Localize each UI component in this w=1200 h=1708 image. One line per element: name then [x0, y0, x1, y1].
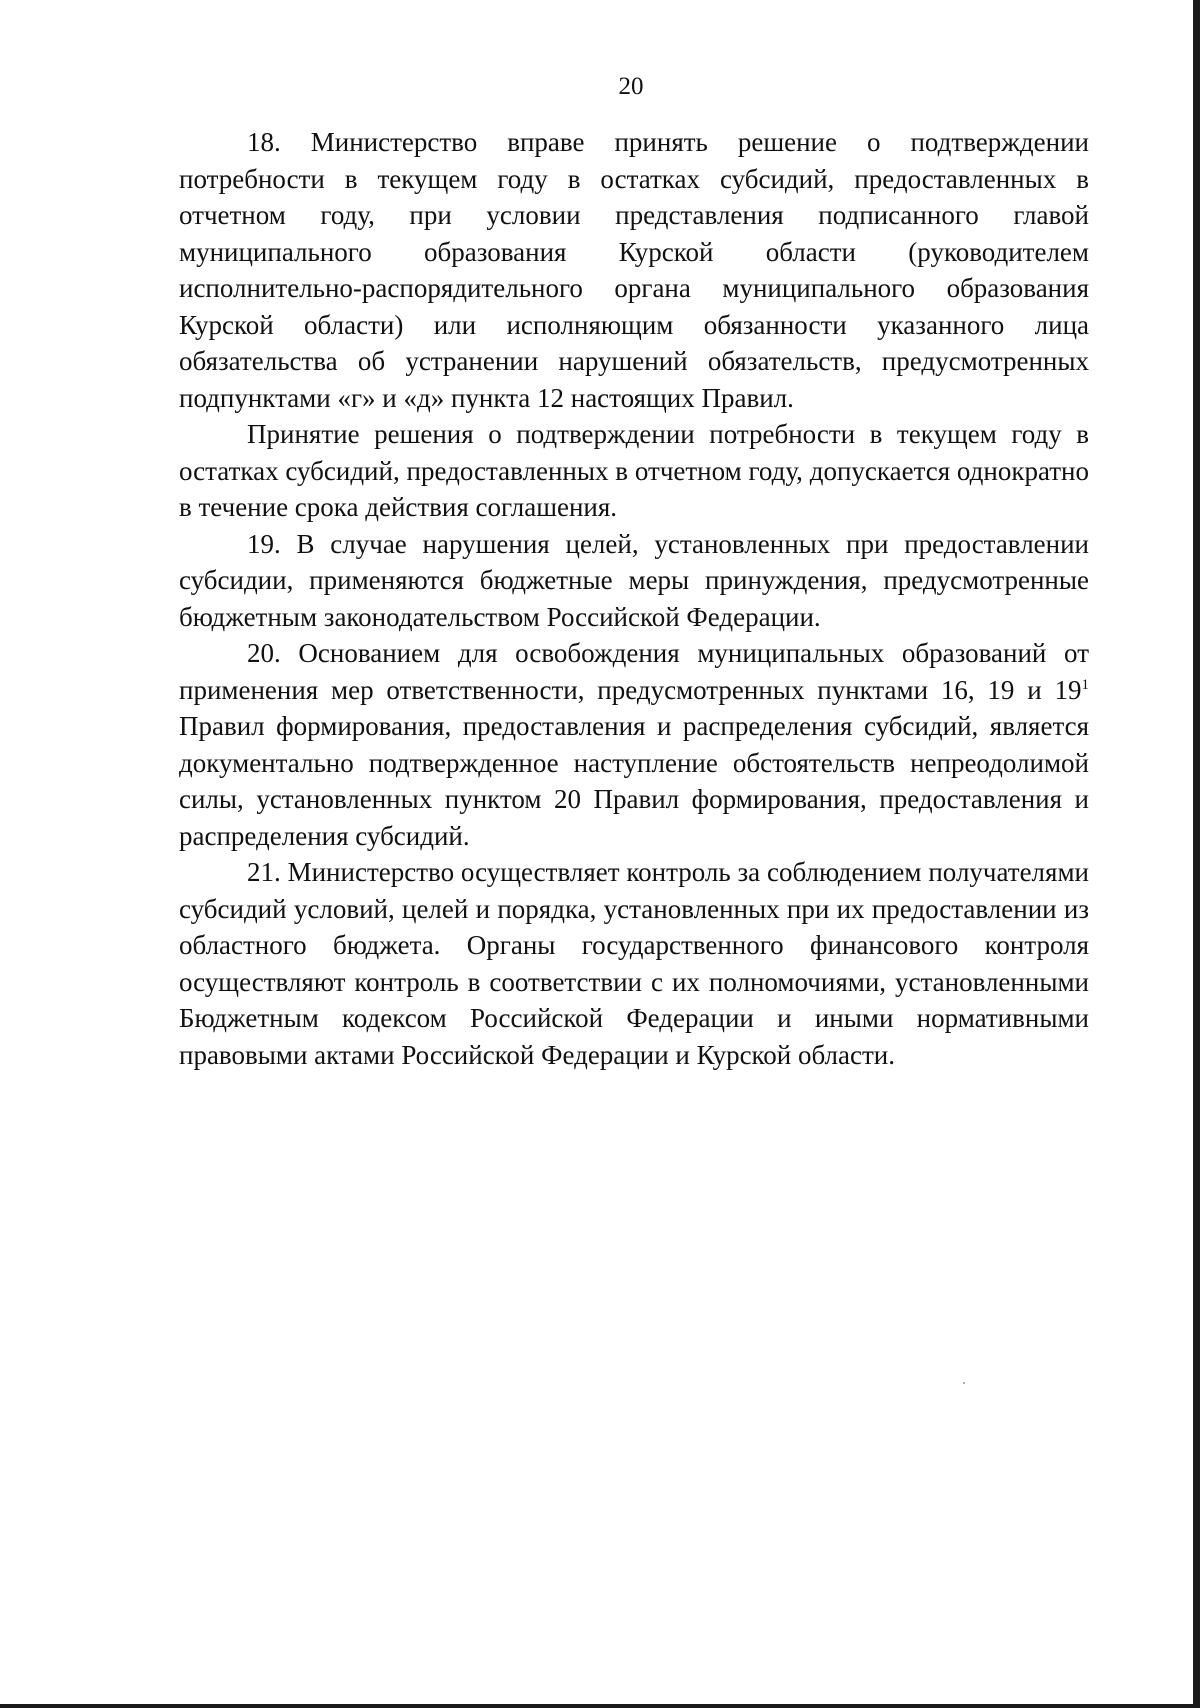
paragraph-18: 18. Министерство вправе принять решение о подтверждении потребности в текущем году в остатках субсидий, предоставленных в отчетном году, при условии представления подписанного главой муниципального образования Курской области (руководителем исполнительно-распорядительного органа муниципального образования Курской области) или исполняющим обязанности указанного лица обязательства об устранении нарушений обязательств, предусмотренных подпунктами «г» и «д» пункта 12 настоящих Правил.	[179, 127, 1089, 413]
scan-speck	[963, 1382, 965, 1384]
paragraph-21: 21. Министерство осуществляет контроль за соблюдением получателями субсидий условий, целей и порядка, установленных при их предоставлении из областного бюджета. Органы государственного финансового контроля осуществляют контроль в соответствии с их полномочиями, установленными Бюджетным кодексом Российской Федерации и иными нормативными правовыми актами Российской Федерации и Курской области.	[179, 857, 1089, 1070]
scan-edge-bottom	[0, 1704, 1200, 1708]
scan-edge-right	[1193, 0, 1200, 1708]
paragraph-20-text-start: 20. Основанием для освобождения муниципальных образований от применения мер ответственности, предусмотренных пунктами 16, 19 и 19	[179, 638, 1089, 705]
superscript-footnote-mark: 1	[1081, 676, 1089, 693]
paragraph-18-continuation: Принятие решения о подтверждении потребности в текущем году в остатках субсидий, предоставленных в отчетном году, допускается однократно в течение срока действия соглашения.	[179, 419, 1089, 522]
paragraph-20	[179, 635, 1089, 854]
page-number: 20	[618, 73, 644, 100]
paragraph-19: 19. В случае нарушения целей, установленных при предоставлении субсидии, применяются бюджетные меры принуждения, предусмотренные бюджетным законодательством Российской Федерации.	[179, 528, 1089, 632]
paragraph-20-text-end: Правил формирования, предоставления и распределения субсидий, является документально подтвержденное наступление обстоятельств непреодолимой силы, установленных пунктом 20 Правил формирования, предоставления и распределения субсидий.	[179, 711, 1089, 851]
document-body	[179, 124, 1089, 1073]
